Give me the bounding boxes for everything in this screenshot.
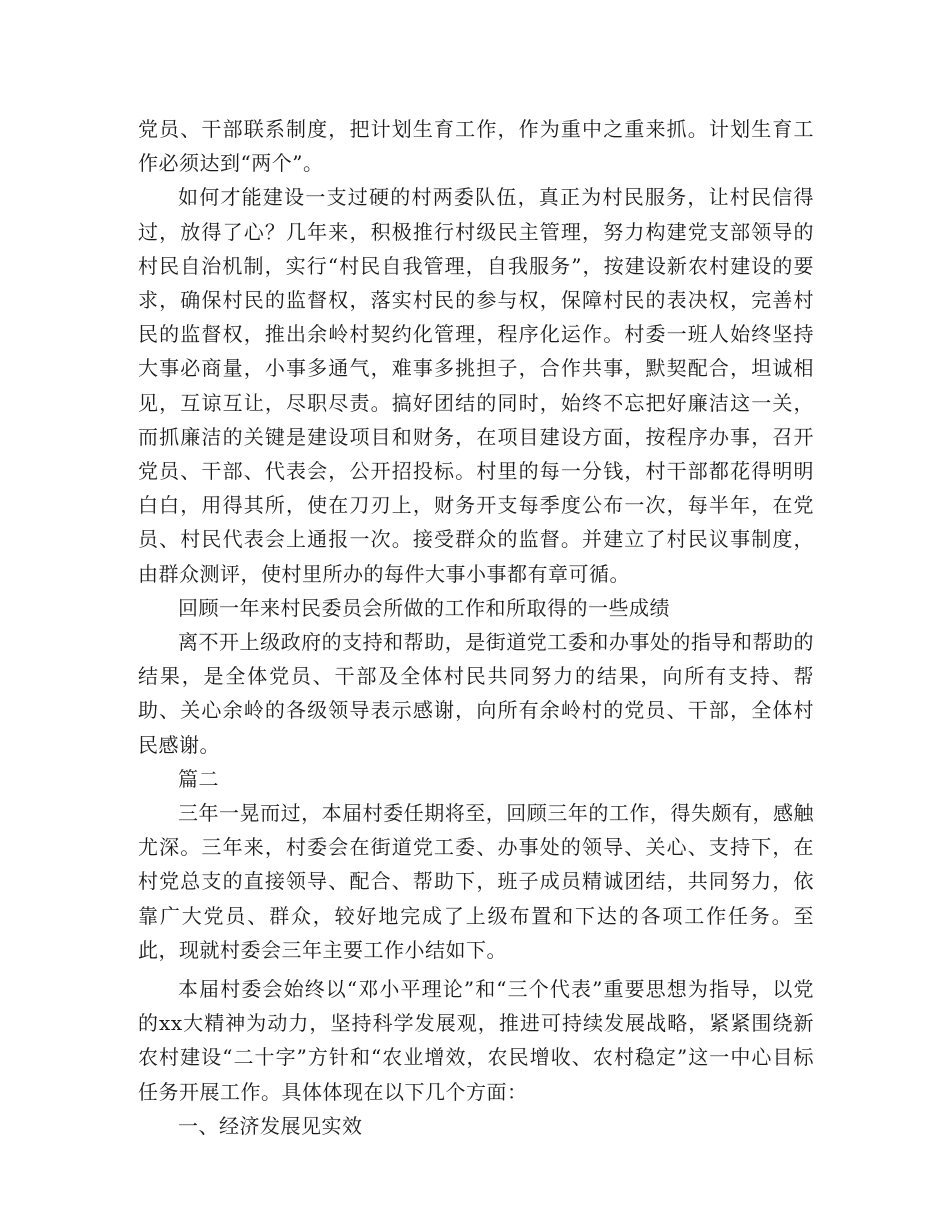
- section-title-part-two: 篇二: [178, 766, 219, 791]
- paragraph-continuation: 党员、干部联系制度，把计划生育工作，作为重中之重来抓。计划生育工作必须达到“两个”。: [138, 117, 814, 176]
- document-body: [138, 112, 814, 1143]
- paragraph-guiding-principles: 本届村委会始终以“邓小平理论”和“三个代表”重要思想为指导，以党的xx大精神为动力，坚持科学发展观，推进可持续发展战略，紧紧围绕新农村建设“二十字”方针和“农业增效，农民增收、农村稳定”这一中心目标任务开展工作。具体体现在以下几个方面：: [138, 977, 814, 1104]
- paragraph-review-heading: 回顾一年来村民委员会所做的工作和所取得的一些成绩: [178, 595, 670, 620]
- paragraph-three-year-summary: 三年一晃而过，本届村委任期将至，回顾三年的工作，得失颇有，感触尤深。三年来，村委会在街道党工委、办事处的领导、关心、支持下，在村党总支的直接领导、配合、帮助下，班子成员精诚团结，共同努力，依靠广大党员、群众，较好地完成了上级布置和下达的各项工作任务。至此，现就村委会三年主要工作小结如下。: [138, 801, 814, 962]
- paragraph-thanks: 离不开上级政府的支持和帮助，是街道党工委和办事处的指导和帮助的结果，是全体党员、干部及全体村民共同努力的结果，向所有支持、帮助、关心余岭的各级领导表示感谢，向所有余岭村的党员、干部，全体村民感谢。: [138, 630, 814, 757]
- paragraph-village-committee: 如何才能建设一支过硬的村两委队伍，真正为村民服务，让村民信得过，放得了心？几年来，积极推行村级民主管理，努力构建党支部领导的村民自治机制，实行“村民自我管理，自我服务”，按建设新农村建设的要求，确保村民的监督权，落实村民的参与权，保障村民的表决权，完善村民的监督权，推出余岭村契约化管理，程序化运作。村委一班人始终坚持大事必商量，小事多通气，难事多挑担子，合作共事，默契配合，坦诚相见，互谅互让，尽职尽责。搞好团结的同时，始终不忘把好廉洁这一关，而抓廉洁的关键是建设项目和财务，在项目建设方面，按程序办事，召开党员、干部、代表会，公开招投标。村里的每一分钱，村干部都花得明明白白，用得其所，使在刀刃上，财务开支每季度公布一次，每半年，在党员、村民代表会上通报一次。接受群众的监督。并建立了村民议事制度，由群众测评，使村里所办的每件大事小事都有章可循。: [138, 185, 814, 586]
- subheading-economic-development: 一、经济发展见实效: [178, 1113, 363, 1138]
